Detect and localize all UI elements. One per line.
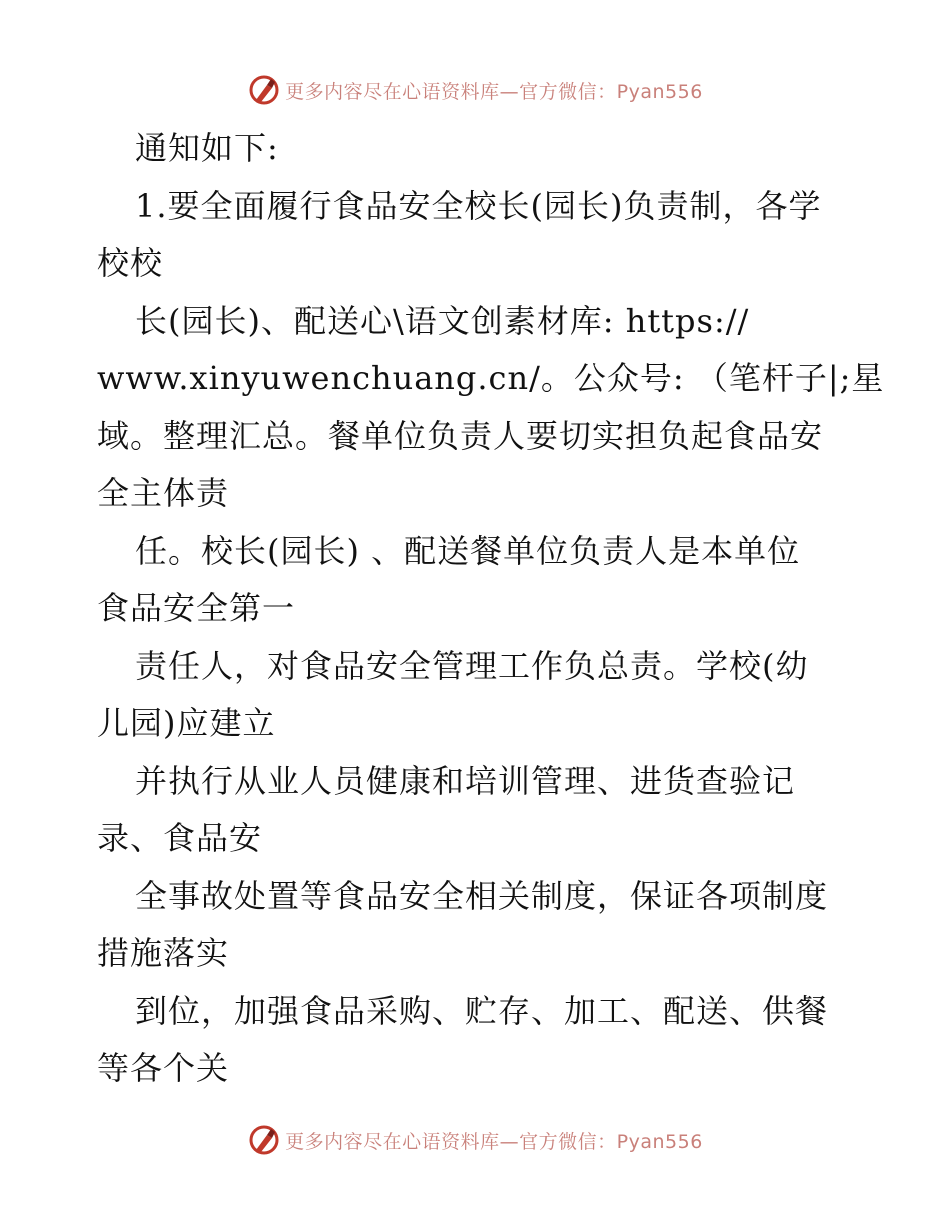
watermark-footer [0, 1120, 950, 1160]
pen-logo-icon [247, 73, 281, 107]
text-line: 全主体责 [97, 474, 230, 512]
text-line: 并执行从业人员健康和培训管理、进货查验记 [135, 761, 796, 800]
text-line: 措施落实 [97, 934, 230, 972]
text-line: 域。整理汇总。餐单位负责人要切实担负起食品安 [97, 416, 824, 455]
text-line: 到位，加强食品采购、贮存、加工、配送、供餐 [135, 991, 829, 1030]
text-line: 责任人，对食品安全管理工作负总责。学校(幼 [135, 646, 809, 685]
text-line: www.xinyuwenchuang.cn/。公众号: （笔杆子|;星 [97, 359, 885, 397]
watermark-text: 更多内容尽在心语资料库—官方微信：Pyan556 [285, 80, 703, 103]
pen-logo-icon [247, 1123, 281, 1157]
text-line: 全事故处置等食品安全相关制度，保证各项制度 [135, 876, 829, 915]
text-line: 儿园)应建立 [97, 704, 276, 742]
text-line: 任。校长(园长) 、配送餐单位负责人是本单位 [135, 531, 801, 570]
watermark-header [0, 70, 950, 110]
text-line: 长(园长)、配送心\语文创素材库: https:// [135, 301, 750, 340]
text-line: 校校 [97, 244, 164, 282]
text-line: 食品安全第一 [97, 589, 296, 627]
watermark-text: 更多内容尽在心语资料库—官方微信：Pyan556 [285, 1130, 703, 1153]
text-line: 等各个关 [97, 1049, 230, 1087]
text-line: 1.要全面履行食品安全校长(园长)负责制，各学 [135, 186, 822, 225]
text-line: 录、食品安 [97, 819, 263, 857]
text-line: 通知如下: [135, 129, 279, 167]
document-body [97, 120, 885, 1098]
